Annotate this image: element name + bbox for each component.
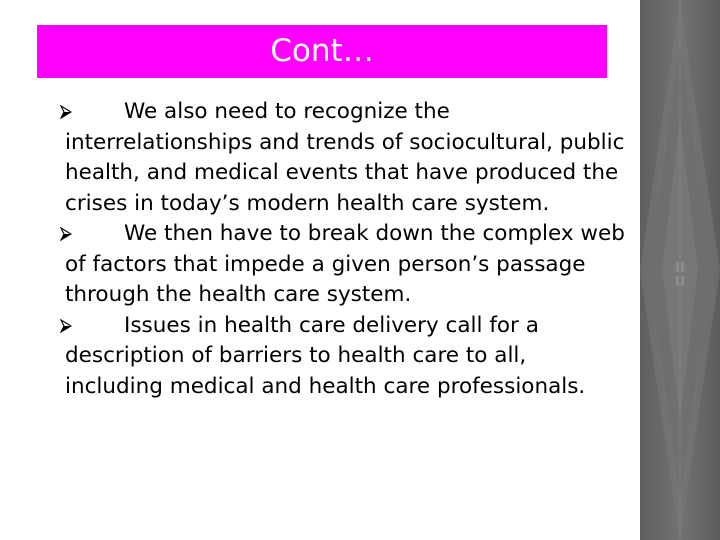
bullet-text: We also need to recognize the interrelationships and trends of sociocultural, public health, and medical events that have produced the crises in today’s modern health care system.	[65, 99, 625, 216]
title-bar	[37, 25, 607, 78]
arrow-bullet-icon	[60, 227, 72, 241]
bullet-text: We then have to break down the complex web of factors that impede a given person’s passage through the health care system.	[65, 221, 625, 307]
slide-title: Cont…	[270, 33, 374, 69]
list-item	[65, 97, 625, 219]
bullet-list	[65, 97, 625, 402]
arrow-bullet-icon	[60, 105, 72, 119]
arrow-bullet-icon	[60, 319, 72, 333]
side-panel	[640, 0, 720, 540]
list-item	[65, 311, 625, 403]
list-item	[65, 219, 625, 311]
bullet-text: Issues in health care delivery call for a description of barriers to health care to all, including medical and health care professionals.	[65, 312, 586, 399]
diamond-ornament-icon	[640, 0, 720, 540]
